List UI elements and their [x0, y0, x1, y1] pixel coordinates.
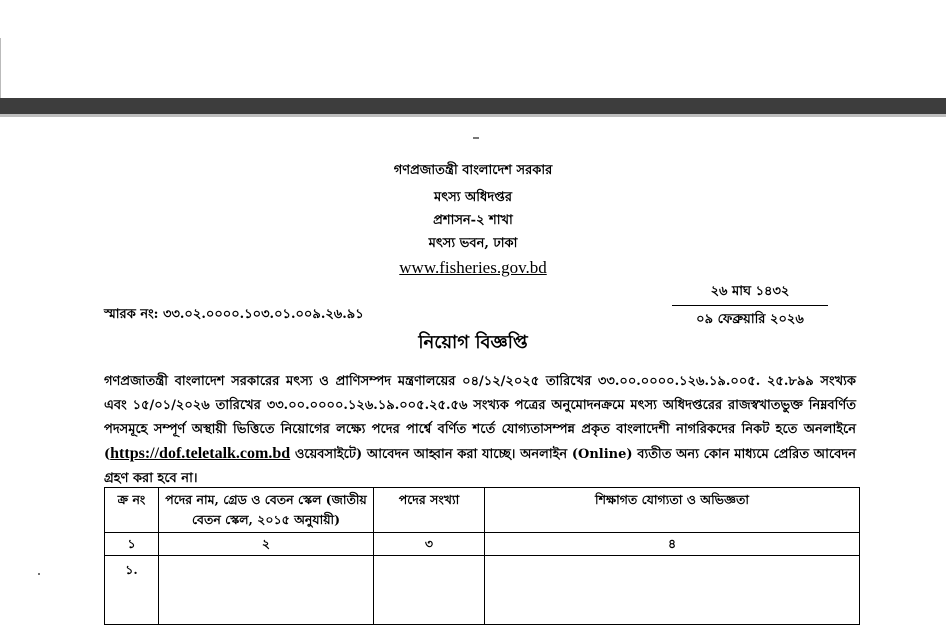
date-block — [672, 282, 828, 331]
row-post — [159, 556, 374, 625]
date-english: ০৯ ফেব্রুয়ারি ২০২৬ — [696, 312, 804, 327]
row-serial: ১. — [105, 556, 159, 625]
website-link[interactable]: www.fisheries.gov.bd — [399, 258, 547, 277]
header-post-count: পদের সংখ্যা — [374, 488, 485, 533]
body-text-before: গণপ্রজাতন্ত্রী বাংলাদেশ সরকারের মৎস্য ও প্রাণিসম্পদ মন্ত্রণালয়ের ০৪/১২/২০২৫ তারিখের ৩৩.০০.০০০০.১২৬.১৯.০০৫. ২৫.৮৯৯ সংখ্যক এবং ১৫/০১/২০২৬ তারিখের ৩৩.০০.০০০০.১২৬.১৯.০০৫.২৫.৫৬ সংখ্যক পত্রের অনুমোদনক্রমে মৎস্য অধিদপ্তরের রাজস্বখাতভুক্ত নিম্নবর্ণিত পদসমূহে সম্পূর্ণ অস্থায়ী ভিত্তিতে নিয়োগের লক্ষ্যে পদের পার্শ্বে বর্ণিত শর্তে যোগ্যতাসম্পন্ন প্রকৃত বাংলাদেশী নাগরিকদের নিকট হতে অনলাইনে ( — [104, 374, 856, 462]
top-margin — [0, 0, 946, 98]
col-number: ২ — [159, 533, 374, 556]
col-number: ৩ — [374, 533, 485, 556]
scan-speck — [473, 137, 479, 139]
col-number: ৪ — [485, 533, 860, 556]
scan-band — [0, 98, 946, 114]
scan-band-shadow — [0, 114, 946, 117]
header-post-name: পদের নাম, গ্রেড ও বেতন স্কেল (জাতীয় বেতন স্কেল, ২০১৫ অনুযায়ী) — [159, 488, 374, 533]
table-header-row — [105, 488, 860, 533]
posts-table — [104, 487, 860, 625]
row-count — [374, 556, 485, 625]
memo-number: স্মারক নং: ৩৩.০২.০০০০.১০৩.০১.০০৯.২৬.৯১ — [104, 307, 364, 322]
date-bangla: ২৬ মাঘ ১৪৩২ — [672, 282, 828, 306]
notice-title: নিয়োগ বিজ্ঞপ্তি — [418, 332, 528, 353]
office-address: মৎস্য ভবন, ঢাকা — [428, 236, 518, 251]
body-text-after: ওয়েবসাইটে) আবেদন আহ্বান করা যাচ্ছে। অনলাইন (Online) ব্যতীত অন্য কোন মাধ্যমে প্রেরিত আবেদন গ্রহণ করা হবে না। — [104, 447, 856, 486]
branch-name: প্রশাসন-২ শাখা — [433, 213, 513, 228]
row-qualification — [485, 556, 860, 625]
table-number-row — [105, 533, 860, 556]
scan-dot — [38, 573, 40, 575]
header-serial: ক্র নং — [105, 488, 159, 533]
left-edge-mark — [0, 38, 3, 98]
department-name: মৎস্য অধিদপ্তর — [434, 190, 512, 205]
apply-url-link[interactable]: https://dof.teletalk.com.bd — [110, 445, 291, 462]
header-qualification: শিক্ষাগত যোগ্যতা ও অভিজ্ঞতা — [485, 488, 860, 533]
table-row — [105, 556, 860, 625]
col-number: ১ — [105, 533, 159, 556]
govt-name: গণপ্রজাতন্ত্রী বাংলাদেশ সরকার — [393, 163, 553, 178]
notice-body — [104, 370, 856, 491]
